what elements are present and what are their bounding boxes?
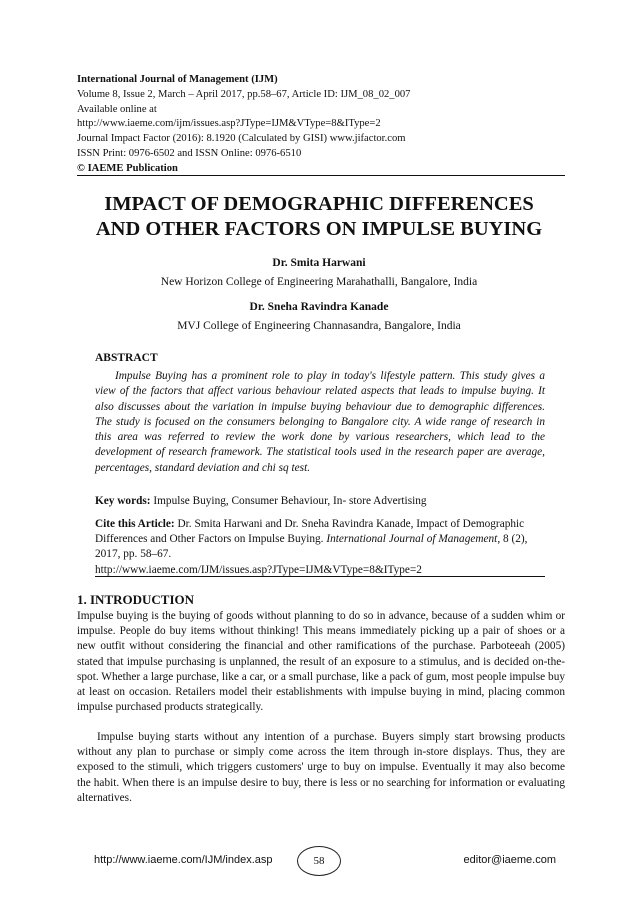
cite-block	[95, 517, 545, 578]
journal-header	[77, 73, 565, 177]
footer-url[interactable]: http://www.iaeme.com/IJM/index.asp	[94, 854, 273, 866]
journal-url[interactable]: http://www.iaeme.com/ijm/issues.asp?JType=IJM&VType=8&IType=2	[77, 118, 381, 130]
abstract-text: Impulse Buying has a prominent role to play in today's lifestyle pattern. This study gives a view of the factors that affect various behaviour related aspects that leads to impulse buying. It also discusses about the variation in impulse buying behaviour due to demographic differences. The study is focused on the consumers belonging to Bangalore city. A wide range of research in this area was referred to review the work done by various researchers, which lead to the development of research framework. The statistical tools used in the research paper are average, percentages, standard deviation and chi sq test.	[95, 370, 545, 474]
cite-journal: International Journal of Management	[326, 533, 498, 546]
footer-email[interactable]: editor@iaeme.com	[463, 854, 556, 866]
intro-paragraph-2: Impulse buying starts without any intention of a purchase. Buyers simply start browsing products without any plan to purchase or simply come across the item through in-store displays. Thus, they are exposed to the stimuli, which triggers customers' urge to buy on impulse. Eventually it may also become the habit. When there is an impulse desire to buy, there is less or no searching for information or evaluating alternatives.	[77, 731, 565, 804]
available-online: Available online at	[77, 103, 157, 115]
author-2-affiliation: MVJ College of Engineering Channasandra, Bangalore, India	[177, 320, 461, 332]
keywords-text: Impulse Buying, Consumer Behaviour, In- store Advertising	[153, 495, 427, 507]
title-line-2: AND OTHER FACTORS ON IMPULSE BUYING	[95, 218, 543, 240]
title-line-1: IMPACT OF DEMOGRAPHIC DIFFERENCES	[104, 193, 534, 215]
cite-text: Dr. Smita Harwani and Dr. Sneha Ravindra Kanade, Impact of Demographic Differences and Other Factors on Impulse Buying.	[95, 518, 525, 546]
intro-paragraph-1: Impulse buying is the buying of goods without planning to do so in advance, because of a sudden whim or impulse. People do buy items without thinking! This means immediately picking up a pair of shoes or a new outfit without considering the financial and other ramifications of the purchase. Parboteeah (2005) stated that impulse purchasing is unplanned, the result of an exposure to a stimulus, and is decided on-the-spot. Whether a large purchase, like a car, or a small purchase, like a pack of gum, most people impulse buy at least on occasion. Retailers model their establishments with impulse buying in mind, placing common impulse purchased products strategically.	[77, 610, 565, 714]
page-footer	[0, 846, 638, 876]
cite-divider	[95, 576, 545, 577]
author-2-name: Dr. Sneha Ravindra Kanade	[249, 301, 389, 313]
author-1-name: Dr. Smita Harwani	[272, 257, 366, 269]
author-1-affiliation: New Horizon College of Engineering Marahathalli, Bangalore, India	[160, 276, 478, 288]
journal-name: International Journal of Management (IJM)	[77, 74, 278, 85]
cite-url[interactable]: http://www.iaeme.com/IJM/issues.asp?JType=IJM&VType=8&IType=2	[95, 563, 422, 576]
page-number: 58	[297, 846, 341, 876]
paper-title	[60, 192, 578, 242]
header-divider	[77, 175, 565, 176]
cite-label: Cite this Article:	[95, 518, 175, 530]
cite-details: , 8 (2), 2017, pp. 58–67.	[95, 533, 528, 561]
volume-line: Volume 8, Issue 2, March – April 2017, pp.58–67, Article ID: IJM_08_02_007	[77, 88, 411, 100]
copyright-line: © IAEME Publication	[77, 162, 178, 174]
impact-factor: Journal Impact Factor (2016): 8.1920 (Calculated by GISI) www.jifactor.com	[77, 133, 406, 145]
abstract-heading: ABSTRACT	[95, 352, 158, 364]
introduction-heading: 1. INTRODUCTION	[77, 592, 195, 607]
keywords	[95, 494, 545, 509]
keywords-label: Key words:	[95, 495, 151, 507]
issn-line: ISSN Print: 0976-6502 and ISSN Online: 0976-6510	[77, 147, 302, 159]
